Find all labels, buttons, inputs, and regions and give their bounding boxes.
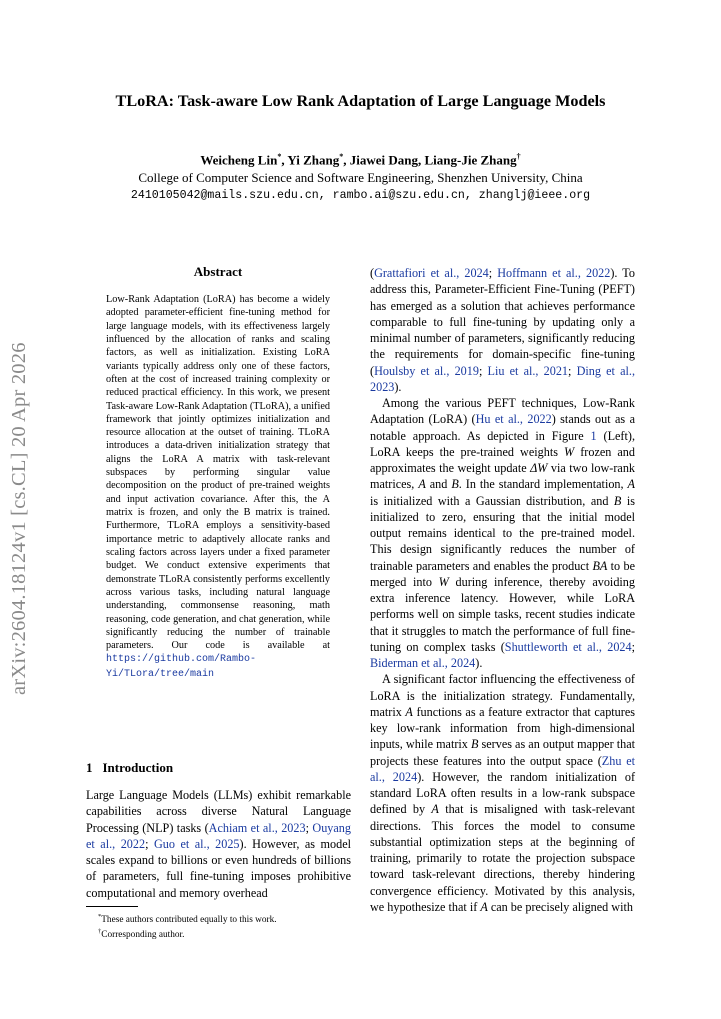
math-variable: A: [627, 477, 635, 492]
paragraph-text: (Left), LoRA keeps the pre-trained weights: [370, 428, 635, 459]
paper-title: TLoRA: Task-aware Low Rank Adaptation of Large Language Models: [115, 92, 606, 110]
equal-contribution-mark: *: [277, 152, 282, 161]
paragraph-text: Among the various PEFT techniques, Low-Rank Adaptation (LoRA) (: [370, 396, 635, 427]
corresponding-author-mark: †: [516, 152, 521, 161]
paragraph: [370, 671, 635, 915]
footnote-rule: [86, 906, 138, 907]
introduction-section: [86, 760, 351, 901]
author-name: Yi Zhang: [287, 152, 340, 168]
right-column-body: [370, 265, 635, 915]
separator: ,: [281, 152, 288, 168]
figure-reference-link[interactable]: 1: [590, 428, 597, 443]
introduction-heading: [86, 760, 351, 776]
math-variable: A: [431, 802, 439, 817]
separator: ;: [488, 266, 498, 280]
citation-link[interactable]: Guo et al., 2025: [153, 836, 240, 851]
separator: ;: [631, 639, 636, 654]
punct: ).: [394, 379, 402, 394]
citation-link[interactable]: Grattafiori et al., 2024: [374, 266, 489, 280]
section-title: Introduction: [102, 760, 174, 775]
abstract-section: [106, 264, 330, 681]
author-list: [0, 148, 721, 169]
separator: ;: [478, 363, 488, 378]
paragraph-text: . In the standard implementation,: [458, 477, 628, 492]
paragraph-text: to be merged into: [370, 558, 636, 589]
math-variable: B: [451, 477, 459, 492]
paragraph-text: and: [425, 477, 452, 492]
citation-link[interactable]: Liu et al., 2021: [487, 363, 569, 378]
paragraph-text: Large Language Models (LLMs) exhibit remarkable capabilities across diverse Natural Language Processing (NLP) tasks (: [86, 788, 351, 835]
punct: (: [370, 266, 375, 280]
arxiv-identifier-stamp: arXiv:2604.18124v1 [cs.CL] 20 Apr 2026: [8, 342, 30, 695]
author-block: [0, 148, 721, 205]
separator: ;: [305, 820, 313, 835]
math-variable: A: [480, 899, 488, 914]
separator: ,: [343, 152, 350, 168]
math-variable: W: [564, 444, 575, 459]
math-variable: ΔW: [530, 461, 548, 475]
citation-link[interactable]: Hoffmann et al., 2022: [497, 266, 611, 280]
paragraph-text: can be precisely aligned with: [487, 899, 633, 914]
separator: ,: [418, 152, 425, 168]
footnote-mark: *: [98, 913, 102, 920]
citation-link[interactable]: Biderman et al., 2024: [370, 656, 476, 670]
paragraph-text: A significant factor influencing the effectiveness of LoRA is the initialization strategy. Fundamentally, matrix: [370, 672, 635, 719]
math-variable: B: [613, 493, 622, 508]
math-variable: A: [418, 477, 426, 492]
author-emails: 2410105042@mails.szu.edu.cn, rambo.ai@szu.edu.cn, zhanglj@ieee.org: [130, 189, 591, 203]
paragraph: [370, 395, 635, 671]
citation-link[interactable]: Zhu et al., 2024: [370, 753, 635, 784]
footnote-corresponding-author: [86, 926, 351, 941]
paragraph-text: via two low-rank matrices,: [370, 461, 636, 492]
math-variable: A: [405, 704, 413, 719]
punct: ).: [475, 656, 483, 670]
paragraph-text: during inference, thereby avoiding extra inference latency. However, while LoRA performs well on simple tasks, recent studies indicate that it struggles to match the performance of full fine-tuning on complex tasks (: [370, 574, 635, 654]
footnote-equal-contribution: [86, 911, 351, 926]
math-variable: B: [470, 737, 479, 752]
citation-link[interactable]: Ding et al., 2023: [370, 363, 636, 394]
paragraph-text: is initialized to zero, ensuring that the initial model output remains identical to the pre-trained model. This design significantly reduces the number of trainable parameters and enables the product: [370, 493, 635, 573]
author-name: Liang-Jie Zhang: [424, 152, 517, 168]
citation-link[interactable]: Ouyang et al., 2022: [86, 820, 351, 851]
paragraph: [370, 265, 635, 395]
math-variable: BA: [592, 558, 608, 573]
abstract-heading: Abstract: [193, 264, 243, 279]
citation-link[interactable]: Shuttleworth et al., 2024: [504, 639, 632, 654]
paragraph-text: serves as an output mapper that projects these features into the output space (: [370, 737, 635, 768]
citation-link[interactable]: Houlsby et al., 2019: [374, 363, 479, 378]
footnote-mark: †: [98, 928, 102, 936]
section-number: 1: [86, 760, 93, 775]
abstract-text: Low-Rank Adaptation (LoRA) has become a widely adopted parameter-efficient fine-tuning method for large language models, with its effectiveness largely influenced by the allocation of ranks and scaling factors, as well as initialization. Existing LoRA variants typically address only one of these factors, often at the cost of increased training complexity or reduced practical efficiency. In this work, we present Task-aware Low-Rank Adaptation (TLoRA), a unified framework that jointly optimizes initialization and resource allocation at the outset of training. TLoRA introduces a data-driven initialization strategy that aligns the LoRA A matrix with task-relevant subspaces by performing singular value decomposition on the product of pre-trained weights and input activation covariance. After this, the A matrix is frozen, and only the B matrix is trained. Furthermore, TLoRA employs a sensitivity-based importance metric to adaptively allocate ranks and scaling factors across layers under a fixed parameter budget. We conduct extensive experiments that demonstrate TLoRA consistently performs excellently across various tasks, including natural language understanding, commonsense reasoning, math reasoning, code generation, and chat generation, while significantly reducing the number of trainable parameters. Our code is available at: [106, 294, 330, 652]
author-name: Jiawei Dang: [349, 152, 418, 168]
paragraph-text: that is misaligned with task-relevant directions. This forces the model to consume substantial optimization steps at the beginning of training, primarily to rotate the projection subspace toward task-relevant directions, thereby hindering convergence efficiency. Motivated by this analysis, we hypothesize that if: [370, 802, 636, 914]
math-variable: W: [438, 574, 449, 589]
author-name: Weicheng Lin: [200, 152, 278, 168]
footnotes: [86, 906, 351, 941]
paragraph-text: ) stands out as a notable approach. As depicted in Figure: [370, 412, 635, 443]
abstract-body: [106, 293, 330, 681]
affiliation: College of Computer Science and Software Engineering, Shenzhen University, China: [138, 170, 583, 186]
paragraph-text: functions as a feature extractor that captures key low-rank information from high-dimensional inputs, while matrix: [370, 704, 635, 752]
introduction-paragraph: [86, 787, 351, 901]
footnote-text: Corresponding author.: [101, 930, 185, 941]
citation-link[interactable]: Achiam et al., 2023: [208, 820, 306, 835]
paragraph-text: is initialized with a Gaussian distribution, and: [370, 493, 614, 508]
citation-link[interactable]: Hu et al., 2022: [475, 412, 552, 427]
paragraph-text: ). To address this, Parameter-Efficient Fine-Tuning (PEFT) has emerged as a solution that achieves performance comparable to full fine-tuning by updating only a minimal number of parameters, significantly reducing the requirements for domain-specific fine-tuning (: [370, 266, 635, 378]
footnote-text: These authors contributed equally to this work.: [101, 915, 277, 926]
separator: ;: [568, 363, 577, 378]
separator: ;: [145, 836, 154, 851]
paragraph-text: ). However, as model scales expand to billions or even hundreds of billions of parameters, full fine-tuning imposes prohibitive computational and memory overhead: [86, 836, 351, 900]
paragraph-text: ). However, the random initialization of standard LoRA often results in a low-rank subspace defined by: [370, 769, 635, 817]
code-repository-link[interactable]: https://github.com/Rambo-Yi/TLora/tree/main: [106, 654, 257, 680]
paragraph-text: frozen and approximates the weight update: [370, 444, 635, 475]
equal-contribution-mark: *: [339, 152, 344, 161]
